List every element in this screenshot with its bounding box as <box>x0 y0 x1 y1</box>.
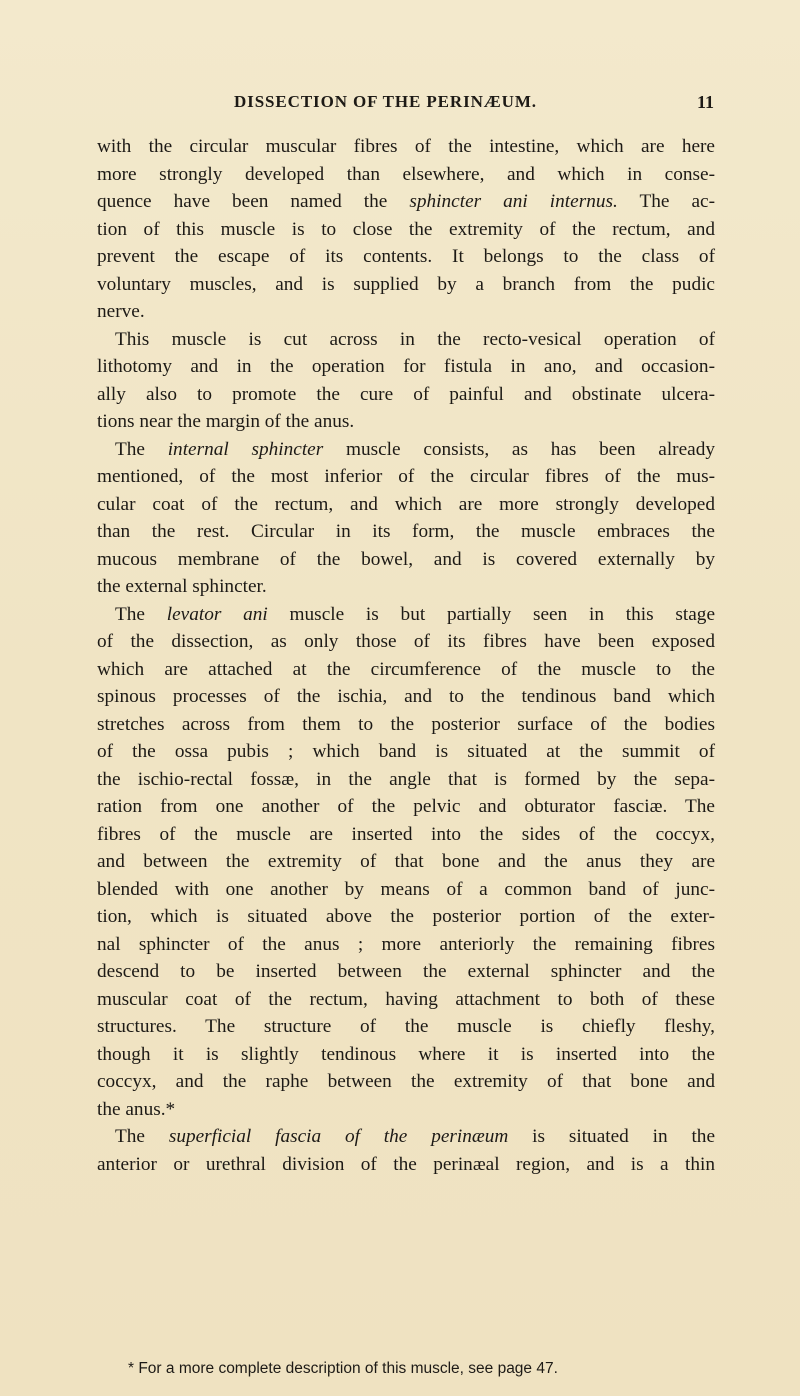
text-line <box>97 161 715 189</box>
running-title: DISSECTION OF THE PERINÆUM. <box>234 92 537 111</box>
text-run: the anus.* <box>97 1098 176 1120</box>
text-run: prevent the escape of its contents. It belongs to the class of <box>97 246 715 267</box>
text-run: This muscle is cut across in the recto-vesical operation of <box>115 328 715 350</box>
text-line <box>97 848 715 876</box>
text-run: tion of this muscle is to close the extremity of the rectum, and <box>97 218 715 240</box>
text-line <box>97 353 715 381</box>
text-run: voluntary muscles, and is supplied by a branch from the pudic <box>97 273 715 295</box>
text-line <box>97 298 715 326</box>
text-line <box>97 133 715 161</box>
text-line <box>97 986 715 1014</box>
text-run: which are attached at the circumference of the muscle to the <box>97 658 715 680</box>
text-line <box>97 436 715 464</box>
text-run: than the rest. Circular in its form, the muscle embraces the <box>97 521 715 542</box>
text-run: fibres of the muscle are inserted into the sides of the coccyx, <box>97 823 715 845</box>
text-run: muscle is but partially seen in this stage <box>267 603 716 625</box>
text-run: quence have been named the <box>97 191 410 212</box>
text-line <box>97 546 715 574</box>
text-run: anterior or urethral division of the perinæal region, and is a thin <box>97 1153 715 1175</box>
text-run: The ac- <box>617 191 715 212</box>
text-run: the external sphincter. <box>97 576 267 597</box>
text-run: and between the extremity of that bone and the anus they are <box>97 851 715 872</box>
text-line <box>97 1041 715 1069</box>
text-run: with the circular muscular fibres of the intestine, which are here <box>97 136 715 157</box>
text-line <box>97 931 715 959</box>
text-run: muscular coat of the rectum, having attachment to both of these <box>97 988 715 1010</box>
running-head <box>234 92 714 114</box>
page-number: 11 <box>696 92 714 112</box>
text-line <box>97 1096 715 1124</box>
text-run: tion, which is situated above the posterior portion of the exter- <box>97 906 715 927</box>
text-line <box>97 821 715 849</box>
text-run: descend to be inserted between the external sphincter and the <box>97 961 715 982</box>
text-run: cular coat of the rectum, and which are more strongly developed <box>97 493 715 515</box>
italic-term: internal sphincter <box>167 438 324 460</box>
text-run: ration from one another of the pelvic and obturator fasciæ. The <box>97 796 715 817</box>
text-line <box>97 628 715 656</box>
text-run: is situated in the <box>508 1126 716 1147</box>
body-text <box>97 133 715 1178</box>
text-line <box>97 903 715 931</box>
text-line <box>97 1151 715 1179</box>
text-line <box>97 876 715 904</box>
text-line <box>97 463 715 491</box>
text-line <box>97 1013 715 1041</box>
text-line <box>97 573 715 601</box>
text-run: the ischio-rectal fossæ, in the angle that is formed by the sepa- <box>97 768 715 790</box>
italic-term: levator ani <box>166 603 268 625</box>
text-line <box>97 656 715 684</box>
text-run: mucous membrane of the bowel, and is covered externally by <box>97 548 715 570</box>
text-line <box>97 491 715 519</box>
text-line <box>97 216 715 244</box>
text-run: spinous processes of the ischia, and to the tendinous band which <box>97 686 715 707</box>
text-line <box>97 1123 715 1151</box>
text-line <box>97 711 715 739</box>
text-run: The <box>115 603 167 625</box>
text-line <box>97 601 715 629</box>
text-run: structures. The structure of the muscle is chiefly fleshy, <box>97 1016 715 1037</box>
text-run: of the ossa pubis ; which band is situated at the summit of <box>97 741 715 762</box>
text-run: coccyx, and the raphe between the extremity of that bone and <box>97 1071 715 1092</box>
text-run: more strongly developed than elsewhere, and which in conse- <box>97 163 715 185</box>
text-run: mentioned, of the most inferior of the circular fibres of the mus- <box>97 466 715 487</box>
text-line <box>97 1068 715 1096</box>
text-run: tions near the margin of the anus. <box>97 411 355 432</box>
text-line <box>97 766 715 794</box>
text-run: lithotomy and in the operation for fistula in ano, and occasion- <box>97 356 715 377</box>
text-line <box>97 518 715 546</box>
text-run: The <box>115 438 168 460</box>
text-line <box>97 958 715 986</box>
text-line <box>97 326 715 354</box>
text-line <box>97 793 715 821</box>
text-run: nal sphincter of the anus ; more anteriorly the remaining fibres <box>97 933 715 955</box>
text-line <box>97 381 715 409</box>
footnote: * For a more complete description of this muscle, see page 47. <box>128 1360 558 1377</box>
text-run: of the dissection, as only those of its fibres have been exposed <box>97 631 715 652</box>
text-run: though it is slightly tendinous where it is inserted into the <box>97 1043 715 1065</box>
italic-term: sphincter ani internus. <box>409 191 618 212</box>
text-line <box>97 683 715 711</box>
text-run: nerve. <box>97 301 145 322</box>
text-run: The <box>115 1126 169 1147</box>
text-line <box>97 271 715 299</box>
text-line <box>97 408 715 436</box>
italic-term: superficial fascia of the perinæum <box>168 1126 509 1147</box>
text-line <box>97 738 715 766</box>
text-line <box>97 243 715 271</box>
text-run: ally also to promote the cure of painful and obstinate ulcera- <box>97 383 715 405</box>
text-run: blended with one another by means of a common band of junc- <box>97 878 715 900</box>
text-line <box>97 188 715 216</box>
text-run: stretches across from them to the posterior surface of the bodies <box>97 713 715 735</box>
text-run: muscle consists, as has been already <box>323 438 715 460</box>
